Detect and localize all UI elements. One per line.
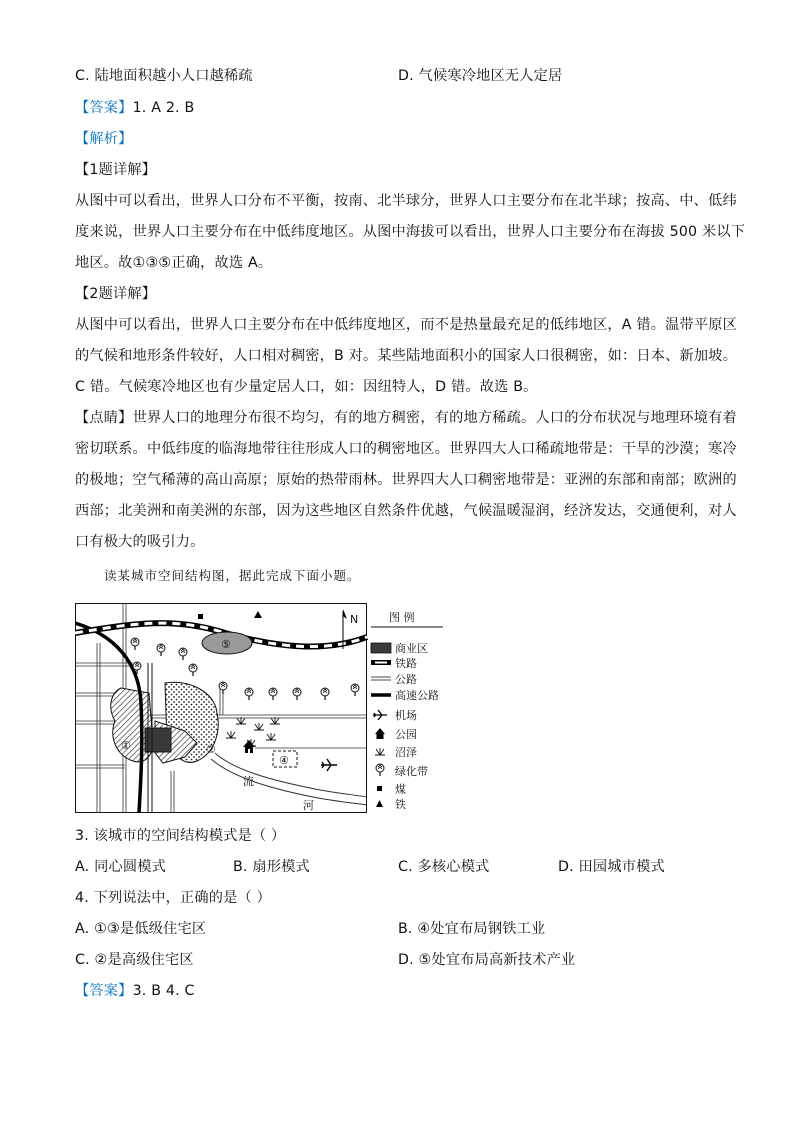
q3-stem: 3. 该城市的空间结构模式是（ ） <box>75 828 286 844</box>
tip-line: 的极地；空气稀薄的高山高原；原始的热带雨林。世界四大人口稠密地带是：亚洲的东部和南部；欧洲的 <box>75 472 737 488</box>
detail2-line: 从图中可以看出，世界人口主要分布在中低纬度地区，而不是热量最充足的低纬地区，A 错。温带平原区 <box>75 317 738 333</box>
legend-label: 公园 <box>395 728 417 741</box>
zone-2-label: ② <box>206 743 216 756</box>
zone-4-label: ④ <box>279 754 289 767</box>
detail1-line: 度来说，世界人口主要分布在中低纬度地区。从图中海拔可以看出，世界人口主要分布在海拔 500 米以下 <box>75 224 746 240</box>
answer-tag: 【答案】 <box>75 100 133 116</box>
map-caption: 读某城市空间结构图，据此完成下面小题。 <box>104 568 361 583</box>
q3-option-c: C. 多核心模式 <box>398 859 490 875</box>
answer-line-2 <box>75 981 195 1001</box>
answer-text: 1. A 2. B <box>132 100 195 116</box>
legend-label: 公路 <box>395 673 417 686</box>
q4-option-c: C. ②是高级住宅区 <box>75 952 194 968</box>
legend-label: 铁 <box>395 798 406 811</box>
legend-title: 图 例 <box>389 611 415 624</box>
detail1-line: 从图中可以看出，世界人口分布不平衡，按南、北半球分，世界人口主要分布在北半球；按高、中、低纬 <box>75 193 737 209</box>
river-char: 流 <box>243 775 254 788</box>
detail2-line: C 错。气候寒冷地区也有少量定居人口，如：因纽特人，D 错。故选 B。 <box>75 379 538 395</box>
q4-option-b: B. ④处宜布局钢铁工业 <box>398 921 546 937</box>
tip-line: 密切联系。中低纬度的临海地带往往形成人口的稠密地区。世界四大人口稀疏地带是：干旱的沙漠；寒冷 <box>75 441 737 457</box>
legend-label: 机场 <box>395 709 417 722</box>
tip-line: 西部；北美洲和南美洲的东部，因为这些地区自然条件优越，气候温暖湿润，经济发达，交通便利，对人 <box>75 503 737 519</box>
commercial-district <box>145 728 171 752</box>
river-char: 河 <box>303 799 314 812</box>
q4-option-a: A. ①③是低级住宅区 <box>75 921 207 937</box>
answer-line-1 <box>75 98 194 118</box>
q3-option-b: B. 扇形模式 <box>233 859 310 875</box>
legend-label: 煤 <box>395 783 406 796</box>
legend-label: 绿化带 <box>395 765 428 778</box>
zone-1-label: ① <box>121 739 131 752</box>
q4-stem: 4. 下列说法中，正确的是（ ） <box>75 890 272 906</box>
tip-line-1 <box>75 408 737 428</box>
analysis-tag: 【解析】 <box>75 131 133 147</box>
legend-label: 商业区 <box>395 642 428 655</box>
north-label: N <box>350 613 359 626</box>
city-structure-map <box>75 603 447 813</box>
answer-text: 3. B 4. C <box>132 983 195 999</box>
coal-icon <box>377 786 382 791</box>
map-legend <box>370 604 447 813</box>
commercial-swatch <box>371 643 391 653</box>
coal-icon <box>198 614 203 619</box>
detail2-tag: 【2题详解】 <box>75 286 157 302</box>
zone-5-label: ⑤ <box>221 638 231 651</box>
detail2-line: 的气候和地形条件较好，人口相对稠密，B 对。某些陆地面积小的国家人口很稠密，如：日本、新加坡。 <box>75 348 738 364</box>
q4-option-d: D. ⑤处宜布局高新技术产业 <box>398 952 576 968</box>
tip-first: 世界人口的地理分布很不均匀，有的地方稠密，有的地方稀疏。人口的分布状况与地理环境有着 <box>132 410 737 426</box>
q3-option-d: D. 田园城市模式 <box>558 859 665 875</box>
option-d: D. 气候寒冷地区无人定居 <box>398 68 563 84</box>
detail1-line: 地区。故①③⑤正确，故选 A。 <box>75 255 273 271</box>
legend-label: 铁路 <box>395 657 417 670</box>
q3-option-a: A. 同心圆模式 <box>75 859 167 875</box>
tip-line: 口有极大的吸引力。 <box>75 534 205 550</box>
option-c: C. 陆地面积越小人口越稀疏 <box>75 68 253 84</box>
answer-tag: 【答案】 <box>75 983 133 999</box>
tip-tag: 【点睛】 <box>75 410 133 426</box>
legend-label: 沼泽 <box>395 746 417 759</box>
legend-label: 高速公路 <box>395 689 439 702</box>
detail1-tag: 【1题详解】 <box>75 162 157 178</box>
